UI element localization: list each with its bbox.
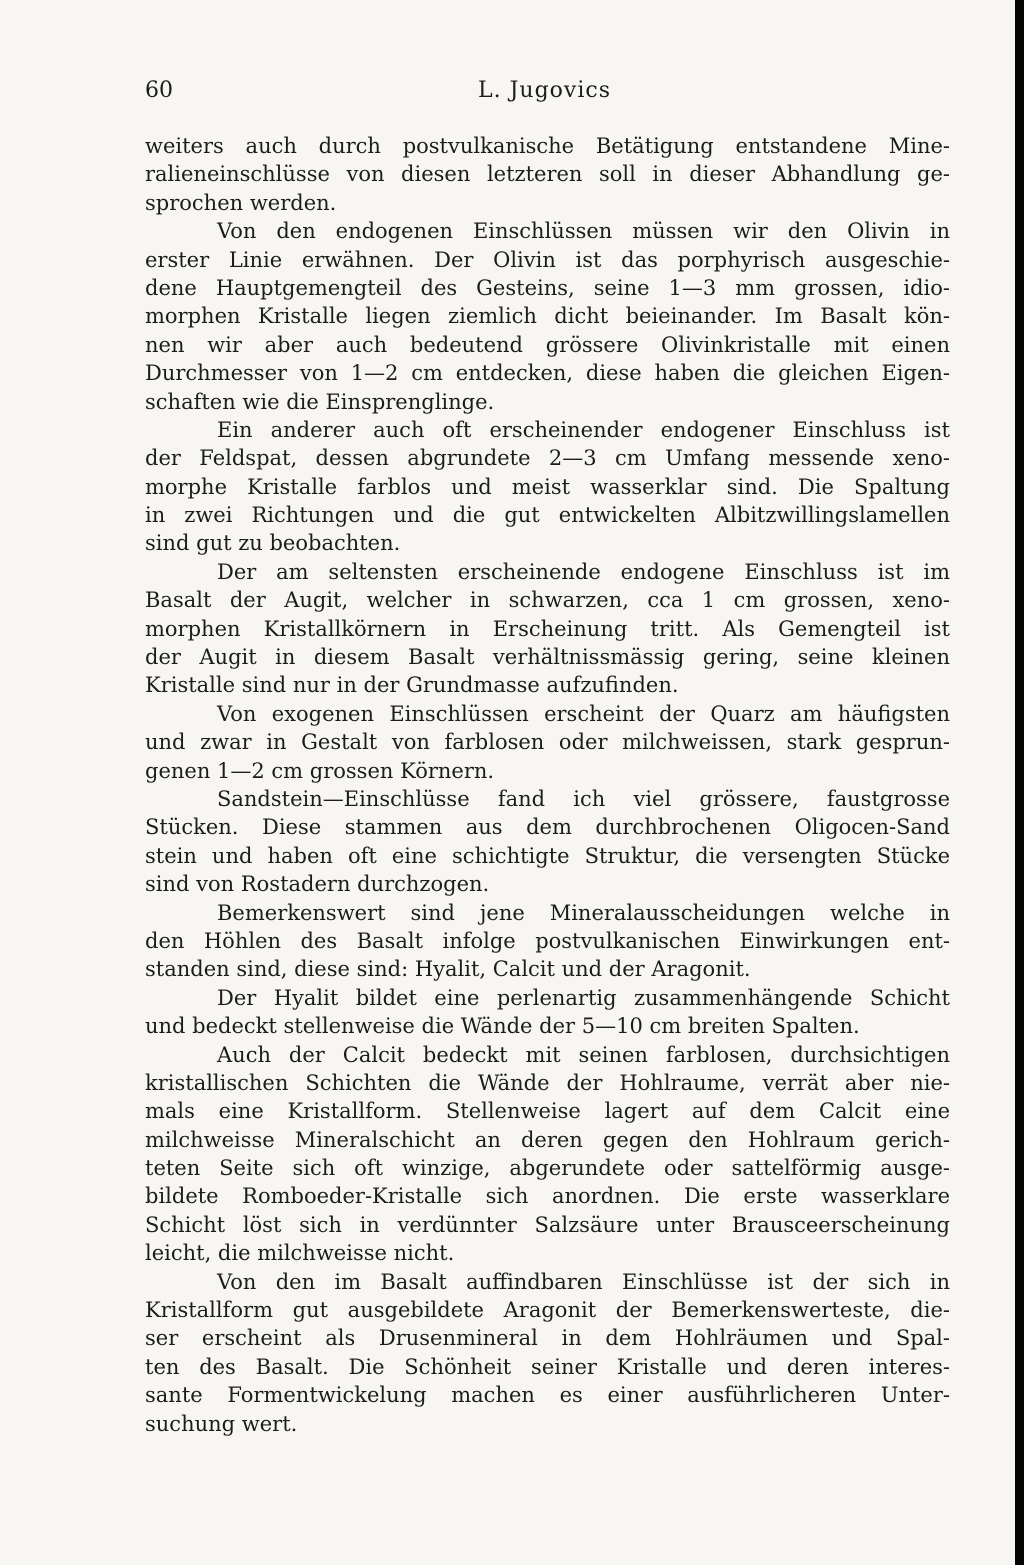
- text-line: standen sind, diese sind: Hyalit, Calcit und der Aragonit.: [145, 957, 751, 982]
- text-line: suchung wert.: [145, 1411, 298, 1436]
- text-line: Basalt der Augit, welcher in schwarzen, cca 1 cm grossen, xeno-: [145, 588, 950, 613]
- page-header: [145, 78, 950, 112]
- text-line: ser erscheint als Drusenmineral in dem Hohlräumen und Spal-: [145, 1326, 950, 1351]
- text-line: Durchmesser von 1—2 cm entdecken, diese haben die gleichen Eigen-: [145, 361, 950, 386]
- text-line: Kristallform gut ausgebildete Aragonit der Bemerkenswerteste, die-: [145, 1298, 950, 1323]
- text-line: Auch der Calcit bedeckt mit seinen farblosen, durchsichtigen: [217, 1042, 950, 1067]
- text-line: der Feldspat, dessen abgrundete 2—3 cm Umfang messende xeno-: [145, 446, 950, 471]
- text-line: kristallischen Schichten die Wände der Hohlraume, verrät aber nie-: [145, 1070, 950, 1095]
- text-line: und bedeckt stellenweise die Wände der 5—10 cm breiten Spalten.: [145, 1014, 860, 1039]
- text-line: weiters auch durch postvulkanische Betätigung entstandene Mine-: [145, 134, 950, 158]
- text-line: Der Hyalit bildet eine perlenartig zusammenhängende Schicht: [217, 985, 950, 1010]
- text-line: Sandstein—Einschlüsse fand ich viel grössere, faustgrosse: [217, 786, 950, 811]
- text-line: genen 1—2 cm grossen Körnern.: [145, 758, 495, 783]
- text-line: Von den im Basalt auffindbaren Einschlüsse ist der sich in: [217, 1269, 950, 1294]
- text-line: morphen Kristalle liegen ziemlich dicht beieinander. Im Basalt kön-: [145, 304, 950, 329]
- text-line: morphen Kristallkörnern in Erscheinung tritt. Als Gemengteil ist: [145, 616, 950, 641]
- text-line: Bemerkenswert sind jene Mineralausscheidungen welche in: [217, 900, 950, 925]
- text-line: Stücken. Diese stammen aus dem durchbrochenen Oligocen-Sand: [145, 815, 950, 840]
- text-line: teten Seite sich oft winzige, abgerundete oder sattelförmig ausge-: [145, 1156, 950, 1181]
- text-line: schaften wie die Einsprenglinge.: [145, 389, 495, 414]
- text-line: der Augit in diesem Basalt verhältnissmässig gering, seine kleinen: [145, 645, 950, 670]
- text-line: ten des Basalt. Die Schönheit seiner Kristalle und deren interes-: [145, 1354, 950, 1379]
- text-line: leicht, die milchweisse nicht.: [145, 1241, 455, 1266]
- text-line: erster Linie erwähnen. Der Olivin ist das porphyrisch ausgeschie-: [145, 247, 950, 272]
- text-line: stein und haben oft eine schichtigte Struktur, die versengten Stücke: [145, 843, 950, 868]
- text-line: Von exogenen Einschlüssen erscheint der Quarz am häufigsten: [217, 701, 950, 726]
- text-line: bildete Romboeder-Kristalle sich anordnen. Die erste wasserklare: [145, 1184, 950, 1209]
- text-line: Schicht löst sich in verdünnter Salzsäure unter Brausceerscheinung: [145, 1212, 950, 1237]
- text-line: ralieneinschlüsse von diesen letzteren soll in dieser Abhandlung ge-: [145, 162, 950, 187]
- text-line: sind gut zu beobachten.: [145, 531, 401, 556]
- text-line: sind von Rostadern durchzogen.: [145, 872, 490, 897]
- text-line: den Höhlen des Basalt infolge postvulkanischen Einwirkungen ent-: [145, 928, 950, 953]
- text-line: und zwar in Gestalt von farblosen oder milchweissen, stark gesprun-: [145, 730, 950, 755]
- text-line: morphe Kristalle farblos und meist wasserklar sind. Die Spaltung: [145, 474, 950, 499]
- body-text: [145, 132, 950, 1438]
- text-line: milchweisse Mineralschicht an deren gegen den Hohlraum gerich-: [145, 1127, 950, 1152]
- text-line: in zwei Richtungen und die gut entwickelten Albitzwillingslamellen: [145, 503, 950, 528]
- text-line: Ein anderer auch oft erscheinender endogener Einschluss ist: [217, 417, 950, 442]
- scan-edge-border: [1015, 0, 1024, 1565]
- text-line: sprochen werden.: [145, 190, 337, 215]
- text-line: nen wir aber auch bedeutend grössere Olivinkristalle mit einen: [145, 332, 950, 357]
- text-line: Von den endogenen Einschlüssen müssen wir den Olivin in: [217, 219, 950, 244]
- running-head: L. Jugovics: [478, 78, 611, 103]
- text-line: sante Formentwickelung machen es einer ausführlicheren Unter-: [145, 1383, 950, 1408]
- text-line: dene Hauptgemengteil des Gesteins, seine 1—3 mm grossen, idio-: [145, 275, 950, 300]
- page-number: 60: [145, 78, 173, 103]
- text-line: Der am seltensten erscheinende endogene Einschluss ist im: [217, 559, 950, 584]
- text-line: Kristalle sind nur in der Grundmasse aufzufinden.: [145, 673, 679, 698]
- text-line: mals eine Kristallform. Stellenweise lagert auf dem Calcit eine: [145, 1099, 950, 1124]
